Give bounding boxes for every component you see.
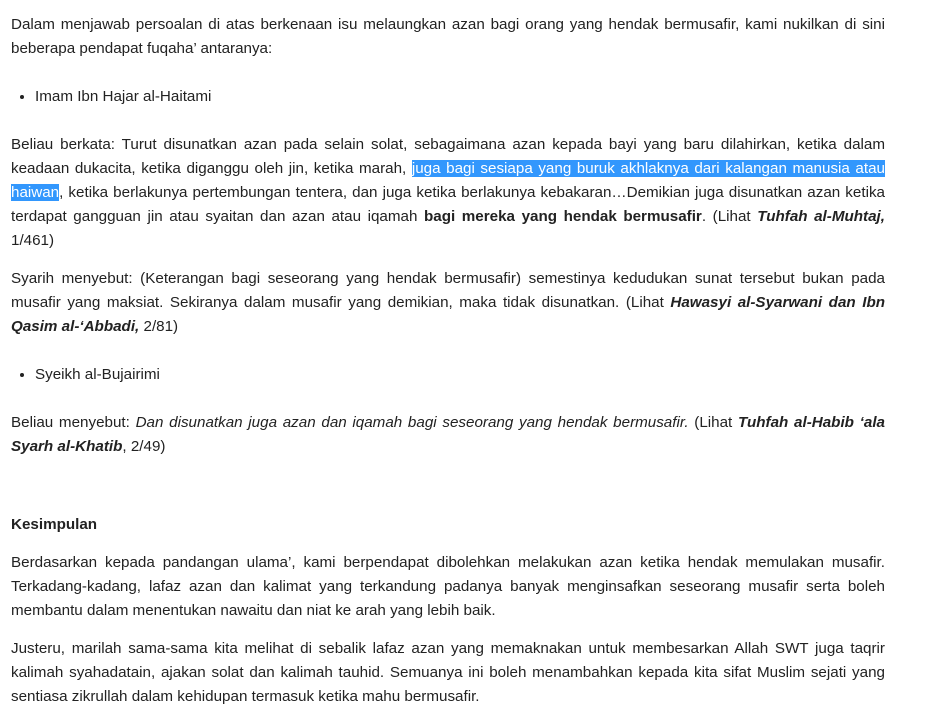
italic-quote: Dan disunatkan juga azan dan iqamah bagi seseorang yang hendak bermusafir. bbox=[135, 414, 689, 431]
selected-text-highlight[interactable]: juga bagi sesiapa yang buruk akhlaknya dari kalangan manusia atau haiwan bbox=[11, 160, 885, 201]
list-item-bujairimi: • Syeikh al-Bujairimi bbox=[35, 363, 885, 387]
text-segment: , ketika berlakunya pertembungan tentera, dan juga ketika berlakunya kebakaran…Demikian juga disunatkan azan ketika terdapat gangguan jin atau syaitan dan azan atau iqamah bbox=[11, 184, 885, 225]
reference-title: Tuhfah al-Muhtaj, bbox=[757, 208, 885, 225]
intro-paragraph: Dalam menjawab persoalan di atas berkenaan isu melaungkan azan bagi orang yang hendak bermusafir, kami nukilkan di sini beberapa pendapat fuqaha’ antaranya: bbox=[11, 16, 885, 57]
conclusion-paragraph-1: Berdasarkan kepada pandangan ulama’, kami berpendapat dibolehkan melakukan azan ketika hendak memulakan musafir. Terkadang-kadang, lafaz azan dan kalimat yang terkandung padanya banyak menginsafkan seseorang musafir serta boleh membantu dalam menentukan nawaitu dan niat ke arah yang lebih baik. bbox=[11, 554, 885, 619]
list-item-ibn-hajar: • Imam Ibn Hajar al-Haitami bbox=[35, 85, 885, 109]
conclusion-paragraph-2: Justeru, marilah sama-sama kita melihat di sebalik lafaz azan yang memaknakan untuk membesarkan Allah SWT juga taqrir kalimah syahadatain, ajakan solat dan kalimah tauhid. Semuanya ini boleh menambahkan kepada kita sifat Muslim sejati yang sentiasa zikrullah dalam kehidupan termasuk ketika mahu bermusafir. bbox=[11, 640, 885, 705]
ibn-hajar-paragraph bbox=[11, 133, 885, 253]
text-segment: (Lihat bbox=[688, 414, 738, 431]
bold-phrase: bagi mereka yang hendak bermusafir bbox=[424, 208, 702, 225]
reference-page: 1/461) bbox=[11, 232, 55, 249]
reference-page: 2/81) bbox=[139, 318, 179, 335]
syarih-paragraph bbox=[11, 267, 885, 339]
bujairimi-paragraph bbox=[11, 411, 885, 459]
text-segment: Syarih menyebut: (Keterangan bagi seseorang yang hendak bermusafir) semestinya kedudukan sunat tersebut bukan pada musafir yang maksiat. Sekiranya dalam musafir yang demikian, maka tidak disunatkan. (Lihat bbox=[11, 270, 885, 311]
bullet-list-1 bbox=[11, 85, 885, 109]
section-heading: Kesimpulan bbox=[11, 516, 98, 533]
article-body bbox=[11, 13, 885, 709]
reference-title: Hawasyi al-Syarwani dan Ibn Qasim al-‘Abbadi, bbox=[11, 294, 885, 335]
reference-title: Tuhfah al-Habib ‘ala Syarh al-Khatib bbox=[11, 414, 885, 455]
reference-page: , 2/49) bbox=[122, 438, 166, 455]
text-segment: Beliau berkata: Turut disunatkan azan pada selain solat, sebagaimana azan kepada bayi yang baru dilahirkan, ketika dalam keadaan dukacita, ketika diganggu oleh jin, ketika marah, bbox=[11, 136, 885, 177]
bullet-list-2 bbox=[11, 363, 885, 387]
text-segment: Beliau menyebut: bbox=[11, 414, 136, 431]
text-segment: . (Lihat bbox=[701, 208, 758, 225]
